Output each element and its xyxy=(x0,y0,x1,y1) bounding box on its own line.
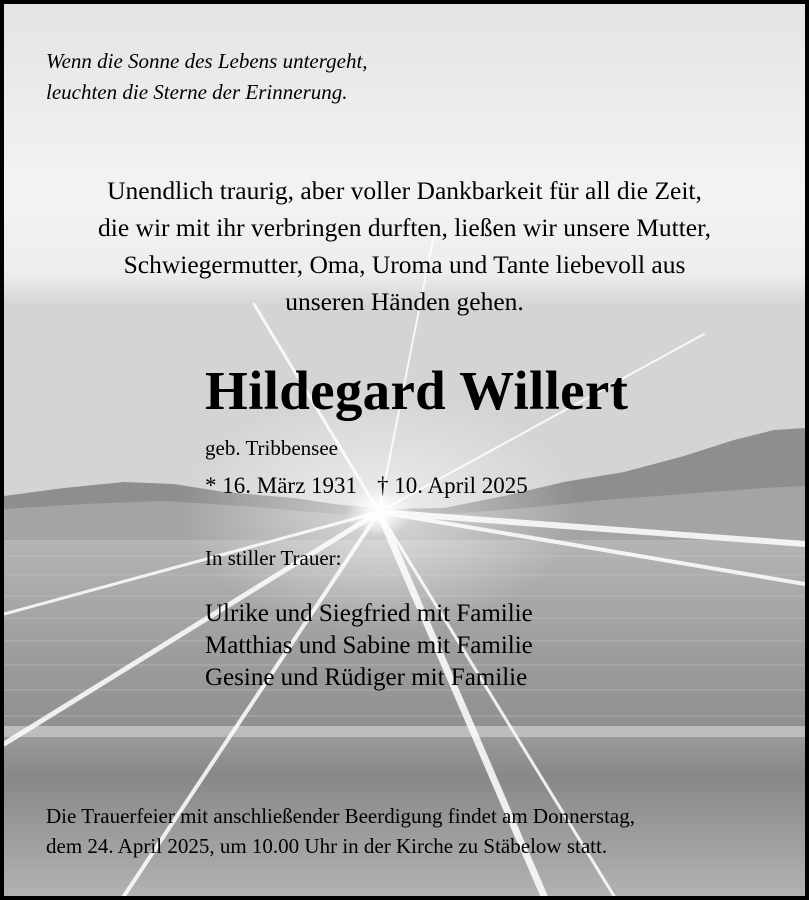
quote-line: leuchten die Sterne der Erinnerung. xyxy=(46,80,348,104)
mourner-family: Ulrike und Siegfried mit Familie xyxy=(205,600,533,627)
intro-line: Schwiegermutter, Oma, Uroma und Tante liebevoll aus xyxy=(123,250,686,279)
mourner-family: Matthias und Sabine mit Familie xyxy=(205,632,533,659)
memorial-quote xyxy=(46,46,368,108)
sunset-sea-background xyxy=(4,4,805,896)
service-details xyxy=(46,801,635,861)
birth-date: * 16. März 1931 xyxy=(205,473,358,498)
intro-line: unseren Händen gehen. xyxy=(285,287,524,316)
mourner-family: Gesine und Rüdiger mit Familie xyxy=(205,664,528,691)
intro-line: die wir mit ihr verbringen durften, ließen wir unsere Mutter, xyxy=(98,213,711,242)
service-line: Die Trauerfeier mit anschließender Beerdigung findet am Donnerstag, xyxy=(46,804,635,828)
maiden-name: geb. Tribbensee xyxy=(205,436,338,460)
quote-line: Wenn die Sonne des Lebens untergeht, xyxy=(46,49,368,73)
service-line: dem 24. April 2025, um 10.00 Uhr in der Kirche zu Stäbelow statt. xyxy=(46,834,608,858)
intro-line: Unendlich traurig, aber voller Dankbarkeit für all die Zeit, xyxy=(107,176,702,205)
death-date: † 10. April 2025 xyxy=(377,473,528,498)
life-dates xyxy=(205,471,528,501)
mourners-heading: In stiller Trauer: xyxy=(205,546,342,570)
intro-text xyxy=(4,172,805,320)
surf-line xyxy=(4,726,805,738)
mourners-list xyxy=(205,598,533,694)
deceased-name: Hildegard Willert xyxy=(205,360,629,421)
